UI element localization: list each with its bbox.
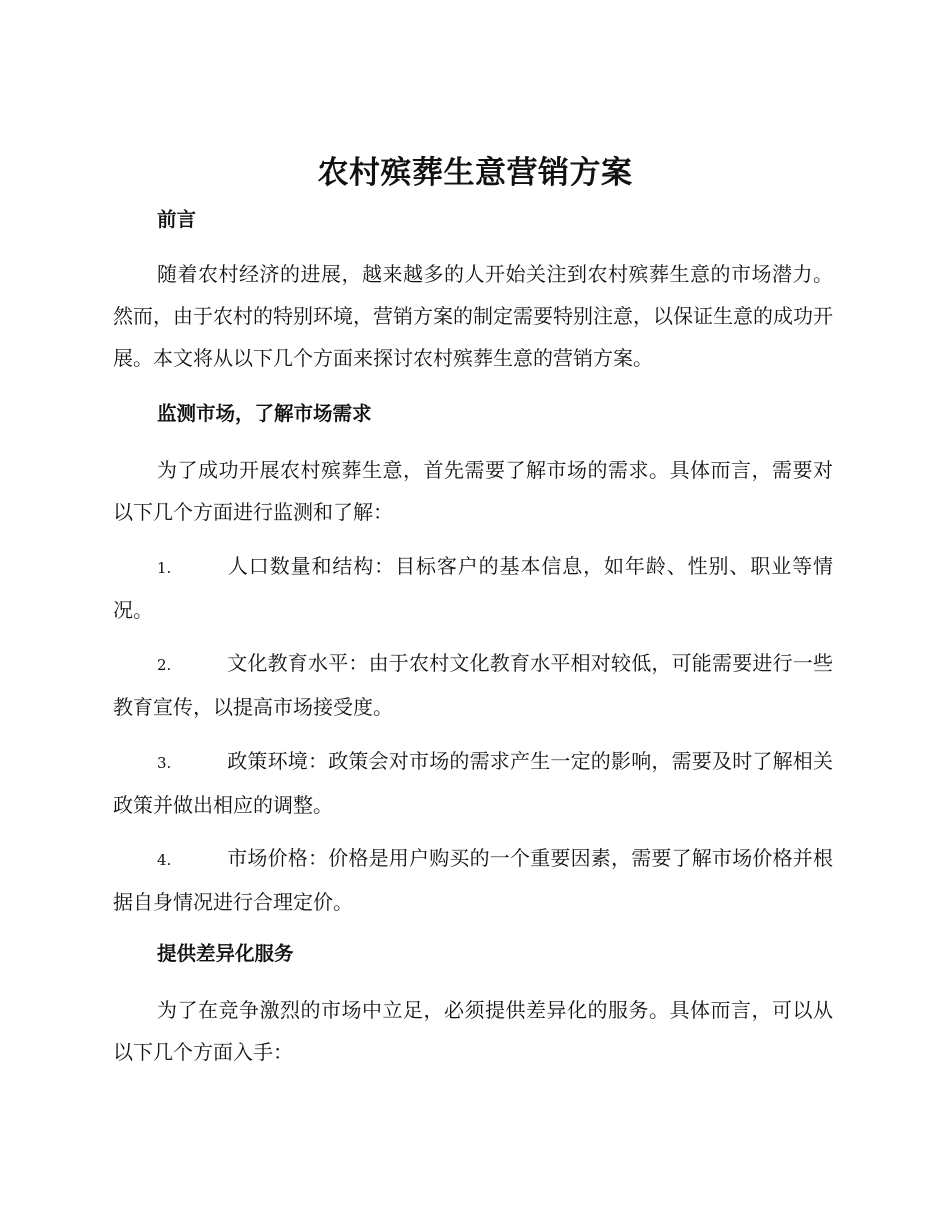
- list-item: [113, 642, 833, 728]
- section-heading-preface: 前言: [157, 208, 197, 231]
- paragraph-differentiated-service: 为了在竞争激烈的市场中立足，必须提供差异化的服务。具体而言，可以从以下几个方面入手：: [113, 998, 833, 1064]
- paragraph-market-monitoring: 为了成功开展农村殡葬生意，首先需要了解市场的需求。具体而言，需要对以下几个方面进行监测和了解：: [113, 458, 833, 524]
- list-number: 4.: [157, 851, 172, 869]
- list-number: 3.: [157, 754, 172, 772]
- list-item: [113, 740, 833, 826]
- list-number: 1.: [157, 559, 172, 577]
- list-item-text: 文化教育水平：由于农村文化教育水平相对较低，可能需要进行一些教育宣传，以提高市场接受度。: [113, 651, 833, 719]
- list-number: 2.: [157, 656, 172, 674]
- section-heading-differentiated-service: 提供差异化服务: [157, 942, 294, 965]
- list-item: [113, 545, 833, 631]
- document-title: 农村殡葬生意营销方案: [317, 155, 633, 191]
- list-item-text: 政策环境：政策会对市场的需求产生一定的影响，需要及时了解相关政策并做出相应的调整。: [113, 749, 833, 817]
- paragraph-preface: 随着农村经济的进展，越来越多的人开始关注到农村殡葬生意的市场潜力。然而，由于农村的特别环境，营销方案的制定需要特别注意，以保证生意的成功开展。本文将从以下几个方面来探讨农村殡葬生意的营销方案。: [113, 262, 833, 370]
- list-item: [113, 837, 833, 923]
- section-heading-market-monitoring: 监测市场，了解市场需求: [157, 402, 372, 425]
- list-item-text: 人口数量和结构：目标客户的基本信息，如年龄、性别、职业等情况。: [113, 554, 833, 622]
- list-item-text: 市场价格：价格是用户购买的一个重要因素，需要了解市场价格并根据自身情况进行合理定价。: [113, 846, 833, 914]
